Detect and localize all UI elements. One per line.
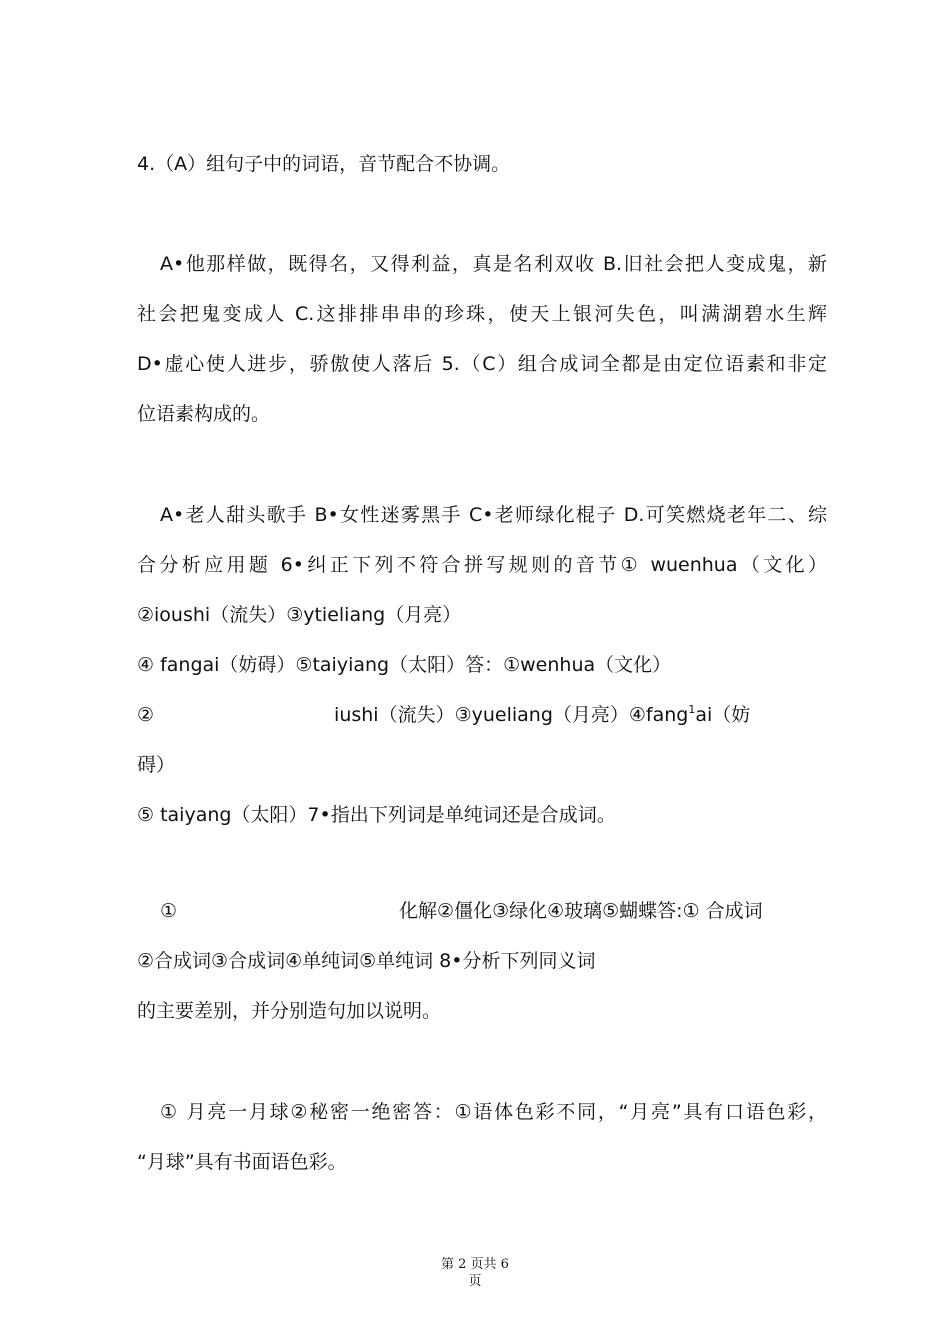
paragraph-line: ⑤ taiyang（太阳）7•指出下列词是单纯词还是合成词。	[137, 804, 616, 826]
paragraph-line: ②合成词③合成词④单纯词⑤单纯词 8•分析下列同义词	[137, 950, 596, 972]
circled-number: ①	[160, 900, 178, 922]
paragraph-line: 碍）	[137, 754, 176, 776]
paragraph-line: 合分析应用题 6•纠正下列不符合拼写规则的音节① wuenhua（文化）	[137, 554, 827, 576]
circled-number: ②	[137, 704, 155, 726]
paragraph-line: A•老人甜头歌手 B•女性迷雾黑手 C•老师绿化棍子 D.可笑燃烧老年二、综	[160, 504, 827, 526]
page-number-line2: 页	[468, 1274, 482, 1289]
answer-text: ai（妨	[695, 704, 751, 726]
question-4-line: 4.（A）组句子中的词语，音节配合不协调。	[137, 153, 511, 175]
page-number-line1: 第 2 页共 6	[441, 1257, 509, 1272]
paragraph-line: 位语素构成的。	[137, 403, 271, 425]
answer-text: 化解②僵化③绿化④玻璃⑤蝴蝶答:① 合成词	[399, 900, 763, 922]
paragraph-line: “月球”具有书面语色彩。	[137, 1151, 347, 1173]
paragraph-line	[137, 702, 827, 728]
paragraph-line: ②ioushi（流失）③ytieliang（月亮）	[137, 604, 462, 626]
superscript-tone: 1	[688, 703, 696, 716]
paragraph-line: ① 月亮一月球②秘密一绝密答：①语体色彩不同，“月亮”具有口语色彩，	[160, 1101, 827, 1123]
paragraph-line: 社会把鬼变成人 C.这排排串串的珍珠，使天上银河失色，叫满湖碧水生辉	[137, 303, 827, 325]
paragraph-line: D•虚心使人进步，骄傲使人落后 5.（C）组合成词全都是由定位语素和非定	[137, 353, 827, 375]
paragraph-line: ④ fangai（妨碍）⑤taiyiang（太阳）答：①wenhua（文化）	[137, 654, 672, 676]
paragraph-line	[160, 898, 827, 924]
paragraph-line: 的主要差别，并分别造句加以说明。	[137, 1000, 442, 1022]
answer-text: iushi（流失）③yueliang（月亮）④fang	[334, 704, 689, 726]
paragraph-line: A•他那样做，既得名，又得利益，真是名利双收 B.旧社会把人变成鬼，新	[160, 253, 827, 275]
